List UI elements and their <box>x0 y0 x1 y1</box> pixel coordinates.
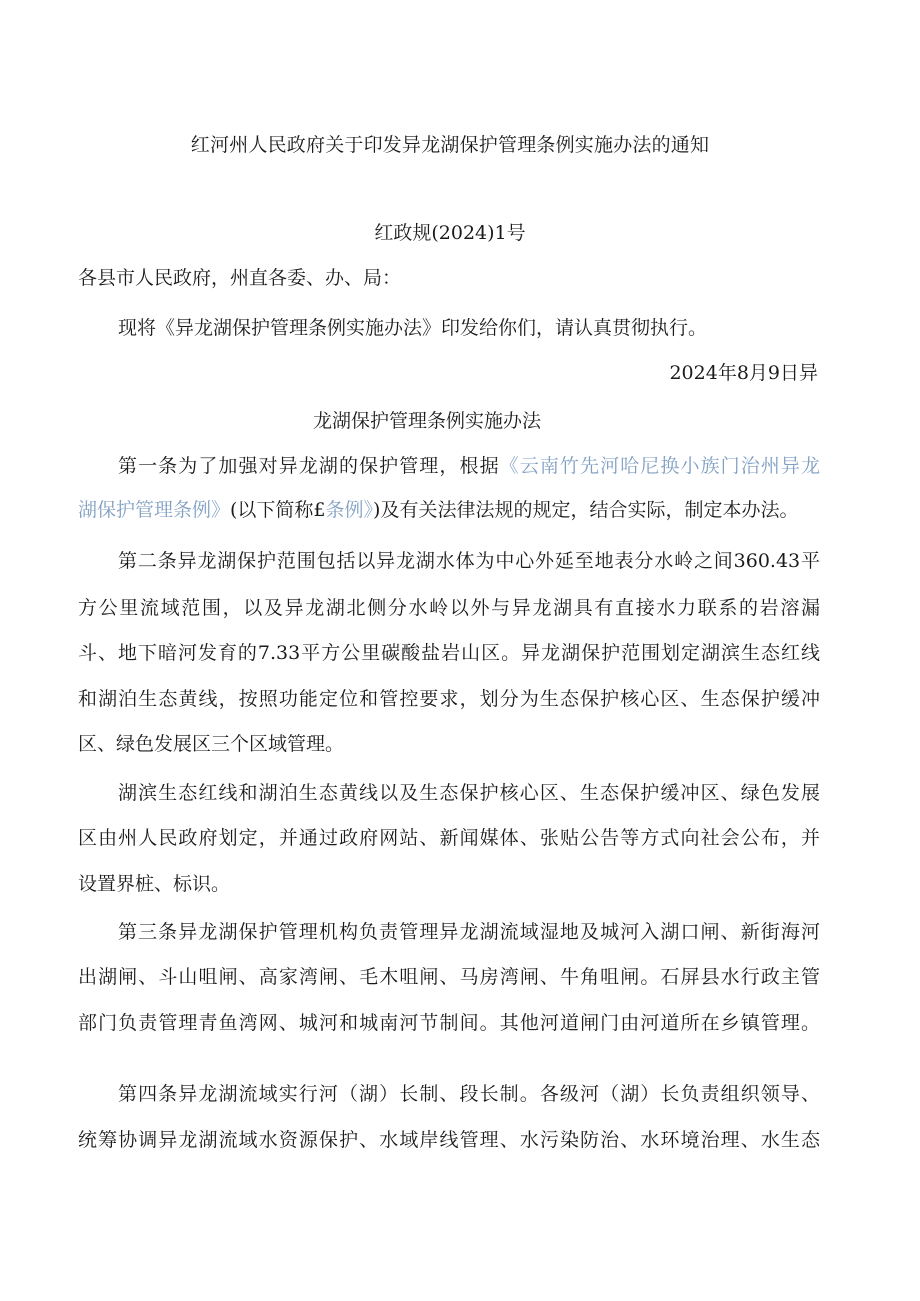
article-1-line-2 <box>78 498 820 522</box>
article-2-line: 和湖泊生态黄线，按照功能定位和管控要求，划分为生态保护核心区、生态保护缓冲 <box>78 688 820 710</box>
article-2-line: 方公里流域范围，以及异龙湖北侧分水岭以外与异龙湖具有直接水力联系的岩溶漏 <box>78 597 820 619</box>
article-1-text: 第一条为了加强对异龙湖的保护管理，根据 <box>118 455 500 477</box>
article-1-text-end: )及有关法律法规的规定，结合实际，制定本办法。 <box>373 499 799 521</box>
article-2-p2-line: 区由州人民政府划定，并通过政府网站、新闻媒体、张贴公告等方式向社会公布，并 <box>78 827 820 849</box>
regulation-link[interactable]: 《云南竹先河哈尼换小族门治州异龙 <box>499 455 820 477</box>
article-3-line: 出湖闸、斗山咀闸、高家湾闸、毛木咀闸、马房湾闸、牛角咀闸。石屏县水行政主管 <box>78 966 820 988</box>
intro-paragraph: 现将《异龙湖保护管理条例实施办法》印发给你们，请认真贯彻执行。 <box>118 317 708 339</box>
document-number: 红政规(2024)1号 <box>374 222 526 244</box>
regulation-short-link[interactable]: 条例》 <box>325 499 374 521</box>
article-2-p2-line: 设置界桩、标识。 <box>78 873 231 895</box>
article-3-line: 第三条异龙湖保护管理机构负责管理异龙湖流域湿地及城河入湖口闸、新街海河 <box>118 921 820 943</box>
article-2-line: 区、绿色发展区三个区域管理。 <box>78 733 345 755</box>
addressee: 各县市人民政府，州直各委、办、局： <box>78 267 402 289</box>
regulation-link-cont[interactable]: 湖保护管理条例》 <box>78 499 231 521</box>
article-4-line: 统筹协调异龙湖流域水资源保护、水域岸线管理、水污染防治、水环境治理、水生态 <box>78 1129 820 1151</box>
subtitle: 龙湖保护管理条例实施办法 <box>313 410 542 432</box>
date-line: 2024年8月9日异 <box>669 362 818 384</box>
article-4-line: 第四条异龙湖流域实行河（湖）长制、段长制。各级河（湖）长负责组织领导、 <box>118 1083 820 1105</box>
article-1-text-mid: (以下简称£ <box>230 499 326 521</box>
article-2-line: 斗、地下暗河发育的7.33平方公里碳酸盐岩山区。异龙湖保护范围划定湖滨生态红线 <box>78 642 820 664</box>
article-2-line: 第二条异龙湖保护范围包括以异龙湖水体为中心外延至地表分水岭之间360.43平 <box>118 550 820 572</box>
article-1-line-1 <box>118 454 820 478</box>
document-title: 红河州人民政府关于印发异龙湖保护管理条例实施办法的通知 <box>190 134 710 156</box>
article-2-p2-line: 湖滨生态红线和湖泊生态黄线以及生态保护核心区、生态保护缓冲区、绿色发展 <box>118 782 820 804</box>
article-3-line: 部门负责管理青鱼湾网、城河和城南河节制间。其他河道闸门由河道所在乡镇管理。 <box>78 1012 820 1034</box>
